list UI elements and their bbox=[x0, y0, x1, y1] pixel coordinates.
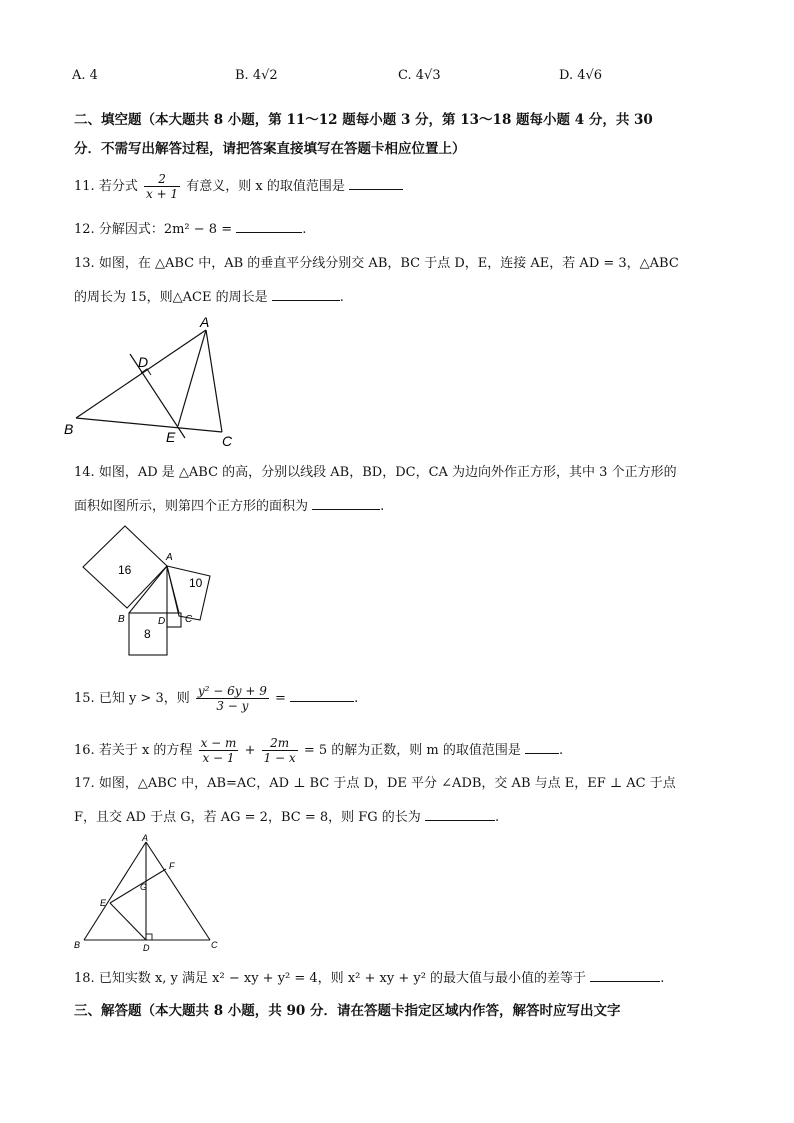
segment-ac-14 bbox=[167, 566, 179, 613]
q12-answer-blank[interactable] bbox=[236, 218, 302, 233]
figure-13 bbox=[60, 310, 260, 450]
option-b[interactable]: B. 4√2 bbox=[235, 68, 278, 83]
option-a[interactable]: A. 4 bbox=[72, 68, 98, 83]
q16-fraction-2: $\frac{2m}{1 - x}$ bbox=[263, 736, 296, 765]
label-d-14: D bbox=[158, 616, 166, 627]
label-a: A bbox=[200, 314, 210, 330]
label-d: D bbox=[138, 354, 149, 370]
answer-options-row bbox=[72, 68, 732, 90]
label-f-17: F bbox=[169, 861, 175, 871]
segment-ab-17 bbox=[84, 842, 146, 940]
question-12: 12. 分解因式：2m² − 8 = . bbox=[74, 218, 306, 239]
question-17-line1: 17. 如图，△ABC 中，AB=AC，AD ⊥ BC 于点 D，DE 平分 ∠ADB，交 AB 与点 E，EF ⊥ AC 于点 bbox=[74, 776, 676, 791]
question-14-line1: 14. 如图，AD 是 △ABC 的高，分别以线段 AB，BD，DC，CA 为边向外作正方形，其中 3 个正方形的 bbox=[74, 465, 677, 480]
question-13-line2: 的周长为 15，则△ACE 的周长是 . bbox=[74, 286, 344, 307]
q11-answer-blank[interactable] bbox=[349, 175, 403, 190]
label-c-14: C bbox=[185, 614, 193, 625]
section2-heading-line1: 二、填空题（本大题共 8 小题，第 11～12 题每小题 3 分，第 13～18 题每小题 4 分，共 30 bbox=[74, 112, 653, 128]
segment-ac-17 bbox=[146, 842, 210, 940]
label-a-17: A bbox=[142, 833, 149, 843]
label-c-17: C bbox=[211, 940, 218, 950]
segment-ac bbox=[206, 330, 222, 432]
q14-answer-blank[interactable] bbox=[312, 495, 380, 510]
segment-bc bbox=[76, 418, 222, 432]
segment-ab-14 bbox=[129, 566, 167, 613]
option-c[interactable]: C. 4√3 bbox=[398, 68, 441, 83]
label-b: B bbox=[64, 421, 74, 437]
q13-answer-blank[interactable] bbox=[272, 286, 340, 301]
q11-fraction: $\frac{2}{x + 1}$ bbox=[145, 172, 179, 201]
q17-answer-blank[interactable] bbox=[425, 806, 495, 821]
segment-de-17 bbox=[110, 903, 146, 940]
q18-answer-blank[interactable] bbox=[590, 967, 660, 982]
area-8: 8 bbox=[144, 627, 151, 641]
segment-ae bbox=[178, 330, 206, 426]
area-10: 10 bbox=[189, 576, 203, 590]
q16-fraction-1: $\frac{x - m}{x - 1}$ bbox=[200, 736, 237, 765]
question-17-line2: F，且交 AD 于点 G，若 AG = 2，BC = 8，则 FG 的长为 . bbox=[74, 806, 499, 827]
label-b-17: B bbox=[74, 940, 81, 950]
right-angle-mark-17 bbox=[146, 934, 152, 940]
area-16: 16 bbox=[118, 563, 132, 577]
figure-14 bbox=[78, 522, 248, 656]
label-d-17: D bbox=[143, 943, 150, 953]
q15-answer-blank[interactable] bbox=[290, 687, 354, 702]
question-15: 15. 已知 y > 3，则 $\frac{\text{y² − 6y + 9}}{3 - y}$ = . bbox=[74, 684, 359, 713]
q15-fraction: $\frac{\text{y² − 6y + 9}}{3 - y}$ bbox=[197, 684, 267, 713]
option-d[interactable]: D. 4√6 bbox=[559, 68, 603, 83]
label-c: C bbox=[222, 433, 233, 449]
question-13-line1: 13. 如图，在 △ABC 中，AB 的垂直平分线分别交 AB，BC 于点 D，E，连接 AE，若 AD = 3，△ABC bbox=[74, 256, 679, 271]
figure-17 bbox=[70, 832, 230, 954]
section3-heading-line1: 三、解答题（本大题共 8 小题，共 90 分．请在答题卡指定区域内作答，解答时应写出文字 bbox=[74, 1003, 621, 1019]
label-a-14: A bbox=[166, 552, 173, 563]
question-14-line2: 面积如图所示，则第四个正方形的面积为 . bbox=[74, 495, 384, 516]
segment-ab bbox=[76, 330, 206, 418]
label-b-14: B bbox=[118, 614, 125, 625]
label-g-17: G bbox=[140, 882, 148, 892]
q16-answer-blank[interactable] bbox=[525, 739, 559, 754]
section2-heading-line2: 分．不需写出解答过程，请把答案直接填写在答题卡相应位置上） bbox=[74, 141, 466, 157]
question-11: 11. 若分式 $\frac{2}{x + 1}$ 有意义，则 x 的取值范围是 bbox=[74, 172, 403, 201]
label-e-17: E bbox=[100, 898, 107, 908]
question-16: 16. 若关于 x 的方程 $\frac{x - m}{x - 1}$ + $\frac{2m}{1 - x}$ = 5 的解为正数，则 m 的取值范围是 . bbox=[74, 736, 564, 765]
label-e: E bbox=[166, 429, 176, 445]
question-18: 18. 已知实数 x, y 满足 x² − xy + y² = 4，则 x² + xy + y² 的最大值与最小值的差等于 . bbox=[74, 967, 664, 988]
